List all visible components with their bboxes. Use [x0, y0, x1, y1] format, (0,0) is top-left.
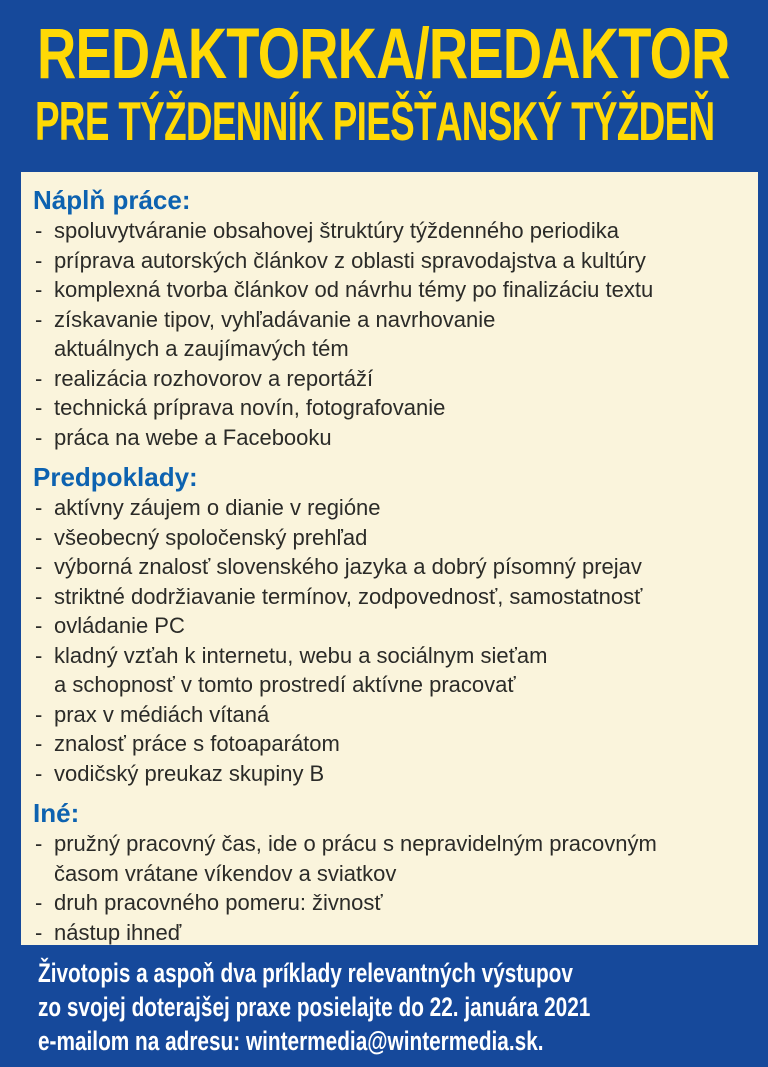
footer-line-3: e-mailom na adresu: wintermedia@wintermedia.sk. — [38, 1026, 544, 1056]
item-text: časom vrátane víkendov a sviatkov — [54, 860, 397, 886]
item-line — [33, 641, 744, 671]
item-line — [33, 423, 744, 453]
bullet-dash: - — [35, 495, 43, 520]
bullet-dash: - — [35, 583, 43, 609]
item-text: technická príprava novín, fotografovanie — [54, 395, 446, 420]
item-line — [33, 582, 744, 612]
item-line — [33, 305, 744, 335]
item-text: prax v médiách vítaná — [54, 701, 270, 727]
poster-title-line2: PRE TÝŽDENNÍK PIEŠŤANSKÝ TÝŽDEŇ — [35, 90, 715, 152]
bullet-dash: - — [35, 306, 43, 332]
item-line — [33, 888, 744, 918]
item-text: vodičský preukaz skupiny B — [54, 760, 325, 786]
bullet-dash: - — [35, 701, 43, 727]
bullet-dash: - — [35, 277, 43, 302]
item-line — [33, 246, 744, 276]
footer-line-1: Životopis a aspoň dva príklady relevantných výstupov — [38, 958, 573, 988]
bullet-dash: - — [35, 524, 43, 550]
item-line — [33, 275, 744, 305]
item-text: kladný vzťah k internetu, webu a sociálnym sieťam — [54, 642, 548, 668]
section-1 — [33, 184, 744, 452]
bullet-dash: - — [35, 731, 43, 756]
content-panel — [21, 172, 758, 945]
bullet-dash: - — [35, 613, 43, 638]
bullet-dash: - — [35, 890, 43, 915]
section-heading: Iné: — [33, 798, 80, 828]
item-text: spoluvytváranie obsahovej štruktúry týždenného periodika — [54, 218, 619, 243]
item-text: všeobecný spoločenský prehľad — [54, 524, 368, 550]
item-line — [33, 729, 744, 759]
item-text: získavanie tipov, vyhľadávanie a navrhovanie — [54, 306, 496, 332]
section-heading: Náplň práce: — [33, 185, 191, 215]
poster-footer — [38, 956, 768, 1058]
bullet-dash: - — [35, 919, 43, 945]
bullet-dash: - — [35, 247, 43, 273]
item-text: ovládanie PC — [54, 613, 185, 638]
item-line — [33, 364, 744, 394]
item-line — [33, 523, 744, 553]
item-text: pružný pracovný čas, ide o prácu s nepravidelným pracovným — [54, 831, 657, 856]
item-continuation-line — [33, 334, 744, 364]
item-line — [33, 918, 744, 946]
bullet-dash: - — [35, 218, 43, 243]
footer-line-2: zo svojej doterajšej praxe posielajte do 22. januára 2021 — [38, 992, 591, 1022]
item-text: aktívny záujem o dianie v regióne — [54, 495, 381, 520]
item-text: realizácia rozhovorov a reportáží — [54, 365, 374, 391]
item-text: znalosť práce s fotoaparátom — [54, 731, 340, 756]
item-text: striktné dodržiavanie termínov, zodpovednosť, samostatnosť — [54, 583, 643, 609]
item-text: druh pracovného pomeru: živnosť — [54, 890, 383, 915]
item-line — [33, 216, 744, 246]
bullet-dash: - — [35, 642, 43, 668]
item-line — [33, 611, 744, 641]
bullet-dash: - — [35, 365, 43, 391]
item-line — [33, 829, 744, 859]
panel-sections — [33, 184, 744, 945]
poster-header — [0, 0, 768, 172]
bullet-dash: - — [35, 554, 43, 579]
item-line — [33, 393, 744, 423]
section-3 — [33, 797, 744, 945]
bullet-dash: - — [35, 395, 43, 420]
item-line — [33, 759, 744, 789]
item-line — [33, 700, 744, 730]
item-text: komplexná tvorba článkov od návrhu témy po finalizáciu textu — [54, 277, 654, 302]
item-text: aktuálnych a zaujímavých tém — [54, 336, 349, 361]
bullet-dash: - — [35, 760, 43, 786]
poster-title-line1: REDAKTORKA/REDAKTOR — [37, 15, 730, 94]
item-continuation-line — [33, 670, 744, 700]
item-line — [33, 493, 744, 523]
item-continuation-line — [33, 859, 744, 889]
section-2 — [33, 461, 744, 788]
item-line — [33, 552, 744, 582]
item-text: výborná znalosť slovenského jazyka a dobrý písomný prejav — [54, 554, 642, 579]
item-text: príprava autorských článkov z oblasti spravodajstva a kultúry — [54, 247, 646, 273]
section-heading: Predpoklady: — [33, 462, 198, 492]
item-text: práca na webe a Facebooku — [54, 424, 332, 450]
item-text: a schopnosť v tomto prostredí aktívne pracovať — [54, 672, 516, 697]
item-text: nástup ihneď — [54, 919, 182, 945]
bullet-dash: - — [35, 831, 43, 856]
bullet-dash: - — [35, 424, 43, 450]
